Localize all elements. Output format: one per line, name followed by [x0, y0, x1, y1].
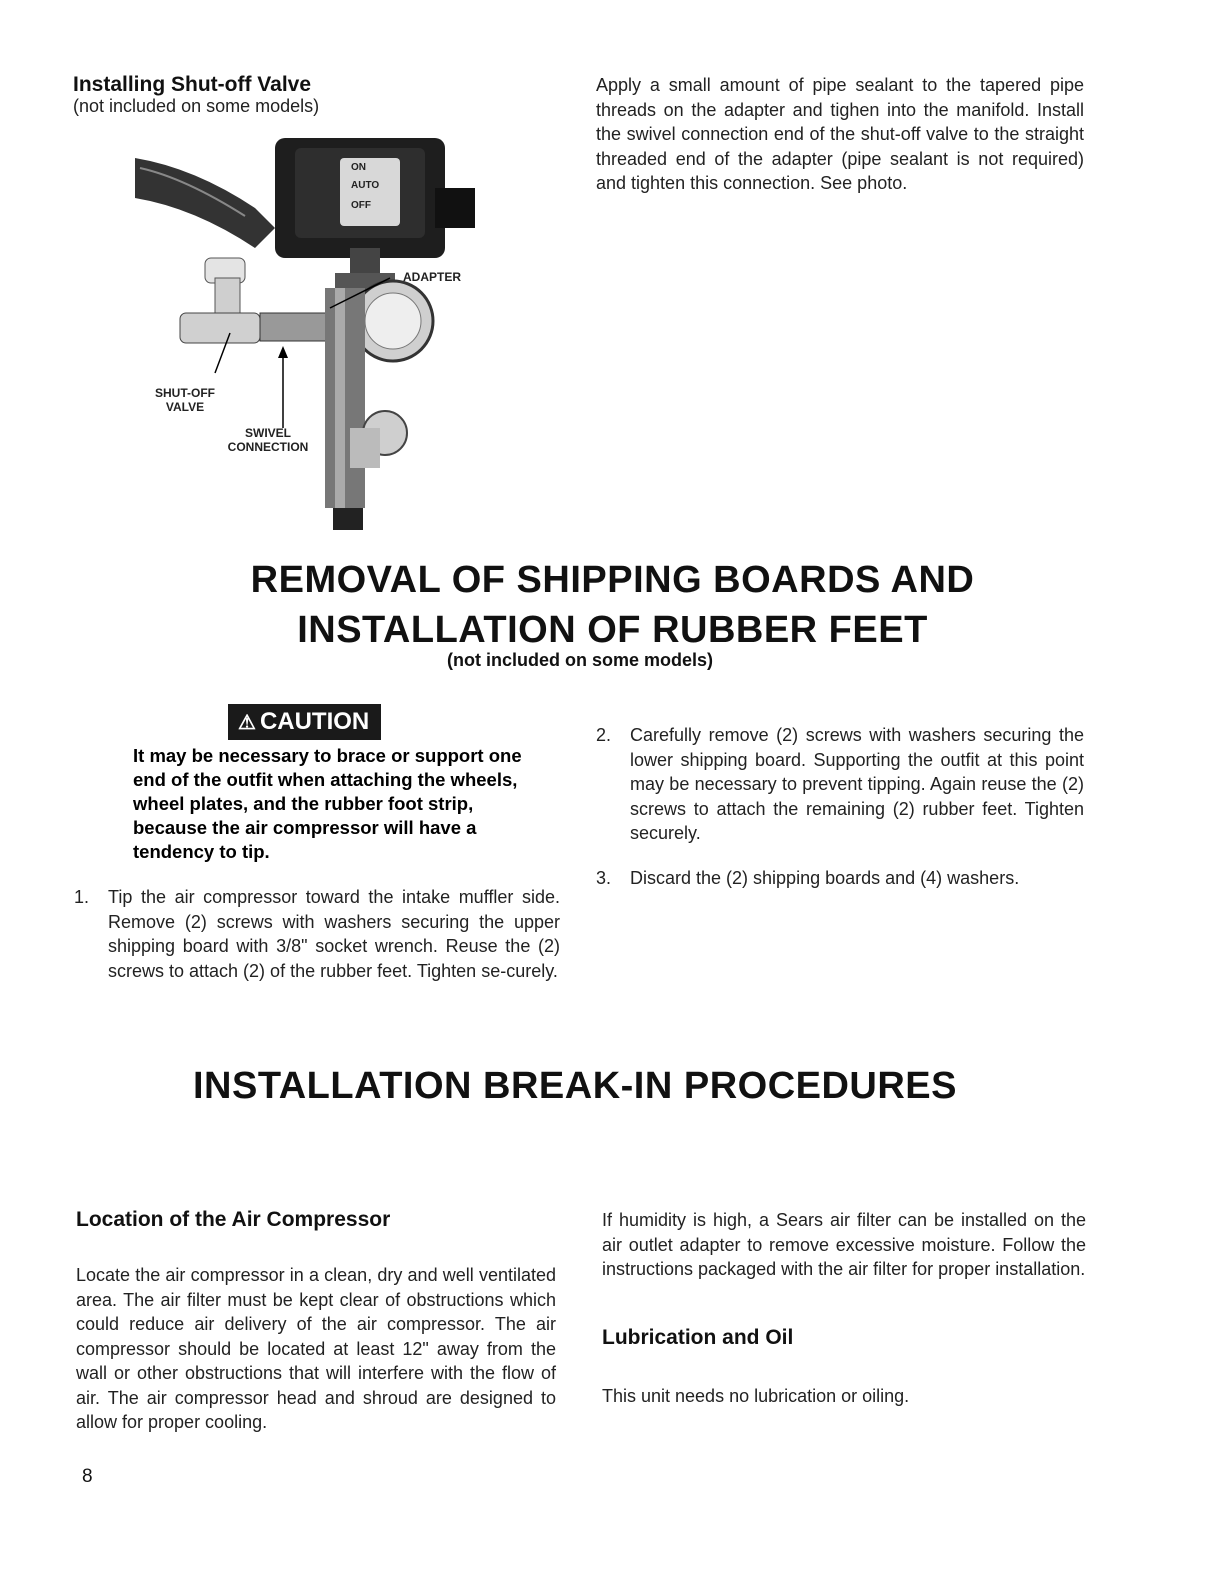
lubrication-heading: Lubrication and Oil: [602, 1326, 794, 1349]
step-text: Carefully remove (2) screws with washers securing the lower shipping board. Supporting the outfit at this point may be necessary to prevent tipping. Again reuse the (2) screws to attach the remaining (2) rubber feet. Tighten securely.: [630, 725, 1084, 843]
caution-badge: [228, 704, 381, 740]
shutoff-valve-photo: [135, 128, 495, 530]
removal-step-1: [74, 885, 560, 983]
removal-title: [0, 555, 1225, 655]
switch-on-label: ON: [351, 162, 366, 173]
shutoff-heading: Installing Shut-off Valve: [73, 73, 312, 96]
caution-label: CAUTION: [259, 708, 370, 735]
step-text: Discard the (2) shipping boards and (4) washers.: [630, 867, 1020, 888]
step-text: Tip the air compressor toward the intake muffler side. Remove (2) screws with washers securing the upper shipping board with 3/8" socket wrench. Reuse the (2) screws to attach (2) of the rubber feet. Tighten se-curely.: [108, 887, 560, 981]
shutoff-label-line2: VALVE: [165, 400, 205, 414]
removal-title-line1: REMOVAL OF SHIPPING BOARDS AND: [250, 559, 975, 601]
list-item: [74, 885, 560, 983]
step-number: 3.: [596, 867, 612, 888]
location-paragraph: Locate the air compressor in a clean, dry and well ventilated area. The air filter must be kept clear of obstructions which could reduce air delivery of the air compressor. The air compressor should be located at least 12" away from the wall or other obstructions that will interfere with the flow of air. The air compressor head and shroud are designed to allow for proper cooling.: [76, 1265, 556, 1432]
page-number: 8: [82, 1466, 93, 1487]
adapter-label: ADAPTER: [403, 270, 462, 284]
warning-triangle-icon: ⚠: [238, 711, 256, 734]
caution-text: It may be necessary to brace or support one end of the outfit when attaching the wheels, wheel plates, and the rubber foot strip, because the air compressor will have a tendency to tip.: [133, 745, 522, 862]
step-number: 1.: [74, 887, 90, 907]
swivel-label-line2: CONNECTION: [227, 440, 309, 454]
switch-off-label: OFF: [351, 200, 371, 211]
step-number: 2.: [596, 725, 612, 745]
list-item: [596, 723, 1084, 846]
removal-steps-2-3: [596, 723, 1084, 890]
list-item: [596, 866, 1084, 891]
switch-auto-label: AUTO: [351, 180, 380, 191]
humidity-paragraph: If humidity is high, a Sears air filter can be installed on the air outlet adapter to remove excessive moisture. Follow the instructions packaged with the air filter for proper installation.: [602, 1210, 1086, 1279]
breakin-title: INSTALLATION BREAK-IN PROCEDURES: [192, 1065, 958, 1107]
removal-subtitle: (not included on some models): [446, 650, 713, 670]
shutoff-valve-label: [145, 386, 225, 414]
shutoff-subheading: (not included on some models): [73, 96, 320, 116]
swivel-label-line1: SWIVEL: [244, 426, 291, 440]
valve-assembly-illustration: [135, 128, 495, 530]
shutoff-paragraph: Apply a small amount of pipe sealant to the tapered pipe threads on the adapter and tighen into the manifold. Install the swivel connection end of the shut-off valve to the straight threaded end of the adapter (pipe sealant is not required) and tighten this connection. See photo.: [596, 75, 1084, 193]
swivel-connection-label: [213, 426, 323, 454]
lubrication-paragraph: This unit needs no lubrication or oiling.: [602, 1386, 910, 1406]
location-heading: Location of the Air Compressor: [76, 1208, 391, 1231]
removal-title-line2: INSTALLATION OF RUBBER FEET: [297, 609, 928, 651]
shutoff-label-line1: SHUT-OFF: [155, 386, 215, 400]
